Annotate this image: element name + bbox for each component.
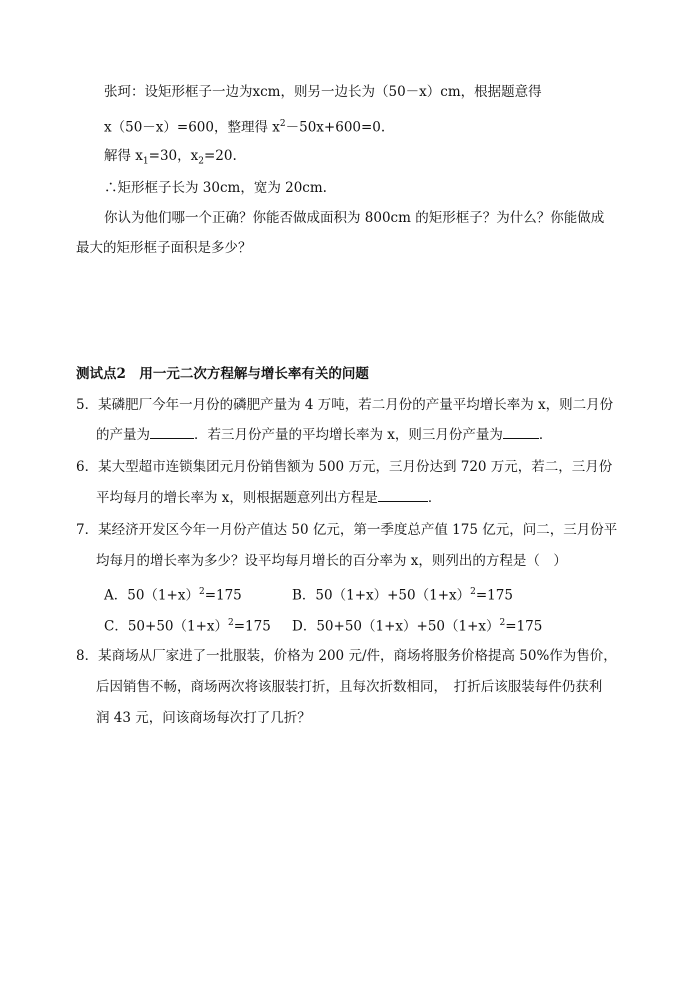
- section-title: 测试点2 用一元二次方程解与增长率有关的问题: [76, 366, 369, 382]
- text: 润 43 元，问该商场每次打了几折？: [96, 710, 311, 726]
- paragraph-line: [104, 178, 327, 198]
- option-a[interactable]: [104, 582, 242, 606]
- question-8-line3: [96, 708, 311, 728]
- question-7: [76, 520, 617, 540]
- paragraph-line: [76, 238, 252, 258]
- text: ∴矩形框子长为 30cm，宽为 20cm.: [104, 180, 327, 196]
- option-c[interactable]: [104, 613, 271, 637]
- text: =175: [475, 587, 513, 604]
- option-d[interactable]: [292, 613, 542, 637]
- superscript: 2: [198, 587, 205, 597]
- text: x（50－x）=600，整理得 x: [104, 119, 280, 136]
- question-8: [76, 646, 617, 666]
- question-5-line2: [96, 425, 552, 445]
- text: =20.: [203, 148, 237, 164]
- paragraph-line: [104, 114, 385, 138]
- question-8-line2: [96, 677, 602, 697]
- superscript: 2: [279, 119, 286, 129]
- text: =175: [204, 587, 242, 604]
- text: 8．某商场从厂家进了一批服装，价格为 200 元/件，商场将服务价格提高 50%作为售价，: [76, 648, 617, 664]
- text: 6．某大型超市连锁集团元月份销售额为 500 万元，三月份达到 720 万元，若二，三月份: [76, 459, 613, 475]
- question-6: [76, 457, 612, 477]
- text: 平均每月的增长率为 x，则根据题意列出方程是: [96, 490, 378, 506]
- text: ．: [538, 427, 553, 443]
- text: 张珂：设矩形框子一边为xcm，则另一边长为（50－x）cm，根据题意得: [104, 84, 542, 100]
- option-b[interactable]: [292, 582, 513, 606]
- text: 最大的矩形框子面积是多少？: [76, 240, 252, 256]
- text: －50x+600=0.: [285, 119, 386, 136]
- answer-blank[interactable]: [503, 425, 539, 439]
- text: =30，x: [148, 148, 199, 164]
- question-6-line2: [96, 488, 441, 508]
- answer-blank[interactable]: [150, 425, 194, 439]
- subscript: 1: [142, 156, 149, 167]
- answer-blank[interactable]: [378, 488, 428, 502]
- paragraph-line: [104, 146, 237, 172]
- text: 解得 x: [104, 148, 143, 164]
- text: =175: [505, 618, 543, 635]
- question-5: [76, 395, 613, 415]
- text: =175: [233, 618, 271, 635]
- text: C．50+50（1+x）: [104, 618, 229, 635]
- paragraph-line: [104, 82, 542, 102]
- text: 后因销售不畅，商场两次将该服装打折，且每次折数相同， 打折后该服装每件仍获利: [96, 679, 603, 695]
- superscript: 2: [499, 618, 506, 628]
- text: ．若三月份产量的平均增长率为 x，则三月份产量为: [194, 427, 503, 443]
- question-7-line2: [96, 551, 567, 571]
- text: 均每月的增长率为多少？设平均每月增长的百分率为 x，则列出的方程是（ ）: [96, 553, 567, 569]
- text: A．50（1+x）: [104, 587, 199, 604]
- text: 7．某经济开发区今年一月份产值达 50 亿元，第一季度总产值 175 亿元，问二，三月份平: [76, 522, 618, 538]
- paragraph-line: [104, 208, 604, 228]
- text: 的产量为: [96, 427, 150, 443]
- subscript: 2: [198, 156, 204, 167]
- superscript: 2: [228, 618, 234, 628]
- text: 你认为他们哪一个正确？你能否做成面积为 800cm 的矩形框子？为什么？你能做成: [104, 210, 605, 226]
- text: 5．某磷肥厂今年一月份的磷肥产量为 4 万吨，若二月份的产量平均增长率为 x，则二月份: [76, 397, 614, 413]
- text: ．: [427, 490, 442, 506]
- text: B．50（1+x）+50（1+x）: [292, 587, 471, 604]
- text: D．50+50（1+x）+50（1+x）: [292, 618, 500, 635]
- superscript: 2: [470, 587, 476, 597]
